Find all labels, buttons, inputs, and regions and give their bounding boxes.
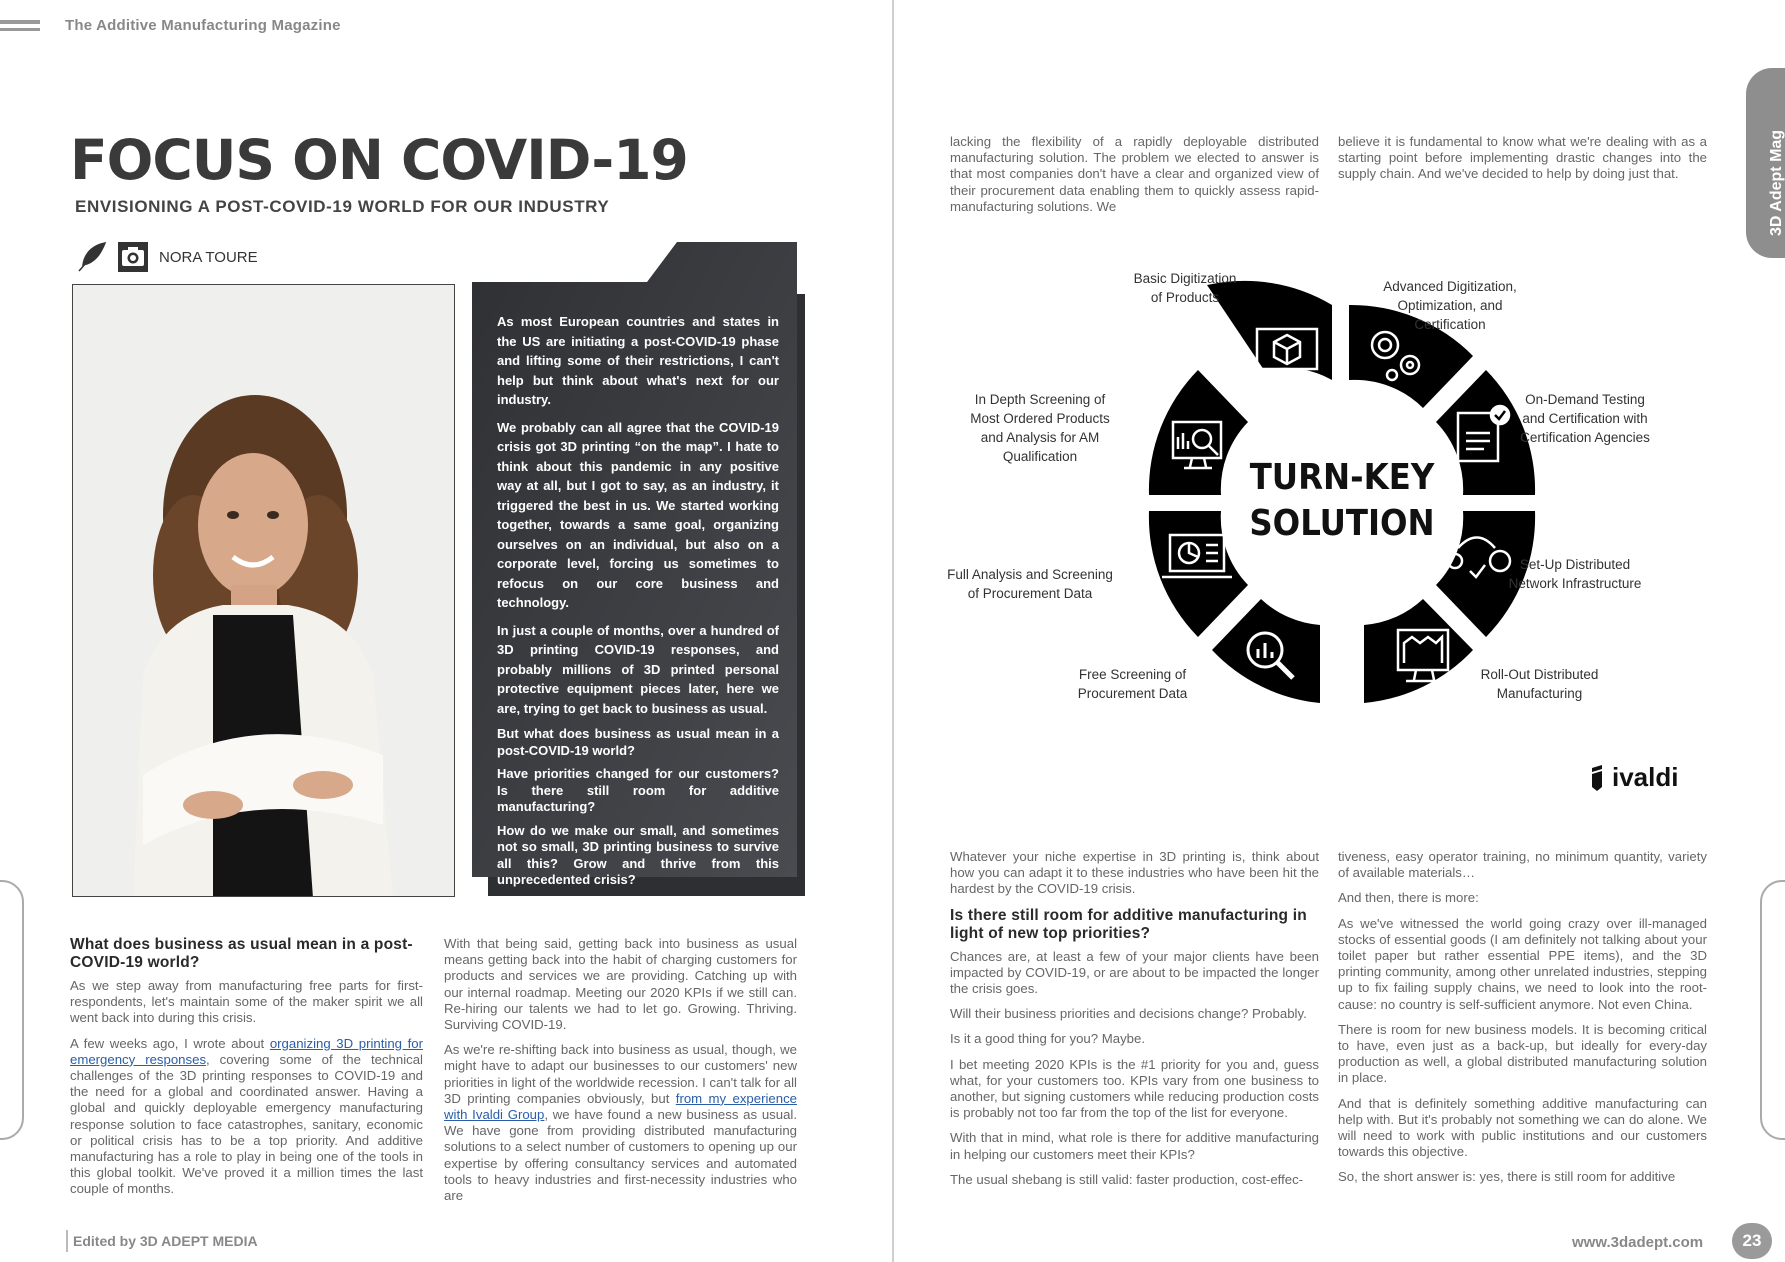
paragraph: Is it a good thing for you? Maybe. (950, 1031, 1145, 1047)
article-column-top-left (950, 134, 1319, 224)
header-rule (0, 20, 40, 24)
page-spine (892, 0, 894, 1262)
paragraph (444, 1042, 797, 1204)
author-name: NORA TOURE (159, 248, 258, 266)
footer-url[interactable]: www.3dadept.com (1572, 1234, 1704, 1251)
label-set-up-network: Set-Up Distributed Network Infrastructure (1508, 557, 1642, 591)
intro-paragraph: As most European countries and states in the US are initiating a post-COVID-19 phase and lifting some of their restrictions, I can't help but think about what's next for our industry. (497, 314, 779, 407)
author-row (75, 240, 258, 274)
side-tab-label: 3D Adept Mag (1768, 129, 1785, 236)
segment-full (1149, 511, 1248, 637)
intro-paragraph: But what does business as usual mean in a post-COVID-19 world? (497, 726, 779, 758)
camera-icon (117, 241, 149, 273)
article-subtitle: ENVISIONING A POST-COVID-19 WORLD FOR OUR INDUSTRY (75, 197, 610, 216)
paragraph: And then, there is more: (1338, 890, 1479, 906)
author-photo (72, 284, 455, 897)
paragraph: There is room for new business models. It is becoming critical to have, even just as a back-up, but ideally for every-day production as well, a global distributed manufacturing solution in place. (1338, 1021, 1707, 1086)
feather-icon (75, 241, 107, 273)
article-column-2 (444, 936, 797, 1213)
paragraph: tiveness, easy operator training, no minimum quantity, variety of available materials… (1338, 849, 1707, 881)
center-line-1: TURN-KEY (1249, 457, 1435, 498)
article-column-4 (1338, 849, 1707, 1195)
intro-box (472, 242, 797, 887)
label-free-screening: Free Screening of Procurement Data (1077, 667, 1188, 701)
paragraph: lacking the flexibility of a rapidly deployable distributed manufacturing solution. The problem we elected to answer is that most companies don't have a clear and organized view of their procurement data enabling them to quickly assess rapid-manufacturing solutions. We (950, 134, 1319, 214)
paragraph-text: , we have found a new business as usual. We have gone from providing distributed manufacturing solutions to a select number of customers to opening up our expertise by offering consultancy services and automated tools to heavy industries and first-necessity industries who are (444, 1107, 798, 1204)
paragraph: And that is definitely something additive manufacturing can help with. But it's probably not something we can do alone. We will need to work with public institutions and our customers towards this objective. (1338, 1095, 1707, 1160)
paragraph-text: , covering some of the technical challenges of the 3D printing responses to COVID-19 and the need for a global and coordinated answer. Having a global and quickly deployable emergency manufacturing response solution to face catastrophes, sanitary, economic or political crisis has to be a top priority. And additive manufacturing has a role to play in being one of the tools in this global toolkit. We've proved it a million times the last couple of months. (70, 1051, 423, 1197)
page-number: 23 (1732, 1223, 1772, 1259)
intro-paragraph: Have priorities changed for our customers? Is there still room for additive manufacturing? (497, 766, 779, 814)
paragraph: With that being said, getting back into business as usual means getting back into the habit of charging customers for products and services we are providing. Catching up with our internal roadmap. Meeting our 2020 KPIs if we still can. Re-hiring our talents we had to let go. Growing. Thriving. Surviving COVID-19. (444, 936, 797, 1033)
diagram-center-text (1242, 455, 1442, 547)
paragraph-text: As we're re-shifting back into business as usual, though, we might have to adapt our businesses to our customers' new priorities in light of the worldwide recession. I can't talk for all 3D printing companies obviously, but (444, 1042, 797, 1106)
footer-rule (66, 1230, 68, 1252)
right-edge-bracket (1760, 880, 1785, 1140)
paragraph (70, 1036, 423, 1198)
segment-indepth (1149, 370, 1248, 495)
intro-text (497, 312, 779, 896)
header-rule-2 (0, 28, 40, 31)
paragraph: Will their business priorities and decisions change? Probably. (950, 1006, 1307, 1022)
paragraph: Chances are, at least a few of your major clients have been impacted by COVID-19, or are about to be impacted the longer the crisis goes. (950, 948, 1319, 997)
center-line-2: SOLUTION (1249, 503, 1435, 544)
article-column-3 (950, 849, 1319, 1197)
section-heading: Is there still room for additive manufacturing in light of new top priorities? (950, 906, 1307, 942)
article-title: FOCUS ON COVID-19 (70, 128, 688, 192)
paragraph-text: A few weeks ago, I wrote about (70, 1035, 270, 1051)
footer-credit: Edited by 3D ADEPT MEDIA (73, 1233, 258, 1249)
label-on-demand-testing: On-Demand Testing and Certification with Certification Agencies (1520, 392, 1650, 445)
paragraph: As we've witnessed the world going crazy over ill-managed stocks of essential goods (I am definitely not talking about your toilet paper but rather essential PPE items), and the 3D printing community, among other unrelated industries, stepping up to fix failing supply chains, we need to look into the root-cause: no country is self-sufficient anymore. Not even China. (1338, 915, 1707, 1012)
label-roll-out: Roll-Out Distributed Manufacturing (1480, 667, 1599, 701)
left-edge-bracket (0, 880, 24, 1140)
label-basic-digitization: Basic Digitization of Products (1133, 271, 1237, 305)
label-full-analysis: Full Analysis and Screening of Procurement Data (947, 567, 1113, 601)
article-column-top-right (1338, 134, 1707, 192)
paragraph: believe it is fundamental to know what we're dealing with as a starting point before implementing drastic changes into the supply chain. And we've decided to help by doing just that. (1338, 134, 1707, 182)
ivaldi-logo (1590, 762, 1678, 793)
magazine-name: The Additive Manufacturing Magazine (65, 17, 341, 34)
article-column-1 (70, 936, 423, 1207)
intro-paragraph: How do we make our small, and sometimes not so small, 3D printing business to survive all this? Grow and thrive from this unprecedented crisis? (497, 822, 779, 887)
paragraph: I bet meeting 2020 KPIs is the #1 priority for you and, guess what, for your customers too. KPIs vary from one business to another, but signing customers while reducing production costs is probably not too far from the top of the list for everyone. (950, 1056, 1319, 1121)
intro-paragraph: We probably can all agree that the COVID-19 crisis got 3D printing “on the map”. I hate to think about this pandemic in any positive way at all, but I got to say, as an industry, it triggered the best in us. We started working together, towards a same goal, organizing ourselves on an individual, but also on a corporate level, forcing us sometimes to refocus on our core business and technology. (497, 419, 779, 610)
paragraph: As we step away from manufacturing free parts for first-respondents, let's maintain some of the maker spirit we all went back into during this crisis. (70, 978, 423, 1026)
organizing-3d-printing-link[interactable]: organizing 3D printing for emergency responses (70, 1035, 424, 1067)
ivaldi-logo-icon (1590, 765, 1604, 791)
section-heading: What does business as usual mean in a post-COVID-19 world? (70, 936, 413, 971)
paragraph: With that in mind, what role is there for additive manufacturing in helping our customers meet their KPIs? (950, 1130, 1319, 1162)
turn-key-diagram (947, 265, 1680, 715)
paragraph: Whatever your niche expertise in 3D printing is, think about how you can adapt it to these industries who have been hit the hardest by the COVID-19 crisis. (950, 849, 1319, 897)
intro-paragraph: In just a couple of months, over a hundred of 3D printing COVID-19 responses, and probably millions of 3D printed personal protective equipment pieces later, here we are, trying to get back to business as usual. (497, 622, 779, 716)
label-advanced-digitization: Advanced Digitization, Optimization, and Certification (1383, 279, 1517, 332)
paragraph: The usual shebang is still valid: faster production, cost-effec- (950, 1171, 1304, 1187)
side-tab (1746, 68, 1785, 258)
ivaldi-logo-text: ivaldi (1612, 762, 1679, 792)
ivaldi-group-link[interactable]: from my experience with Ivaldi Group (444, 1090, 798, 1123)
label-in-depth-screening: In Depth Screening of Most Ordered Products and Analysis for AM Qualification (970, 392, 1110, 464)
paragraph: So, the short answer is: yes, there is still room for additive (1338, 1169, 1676, 1185)
